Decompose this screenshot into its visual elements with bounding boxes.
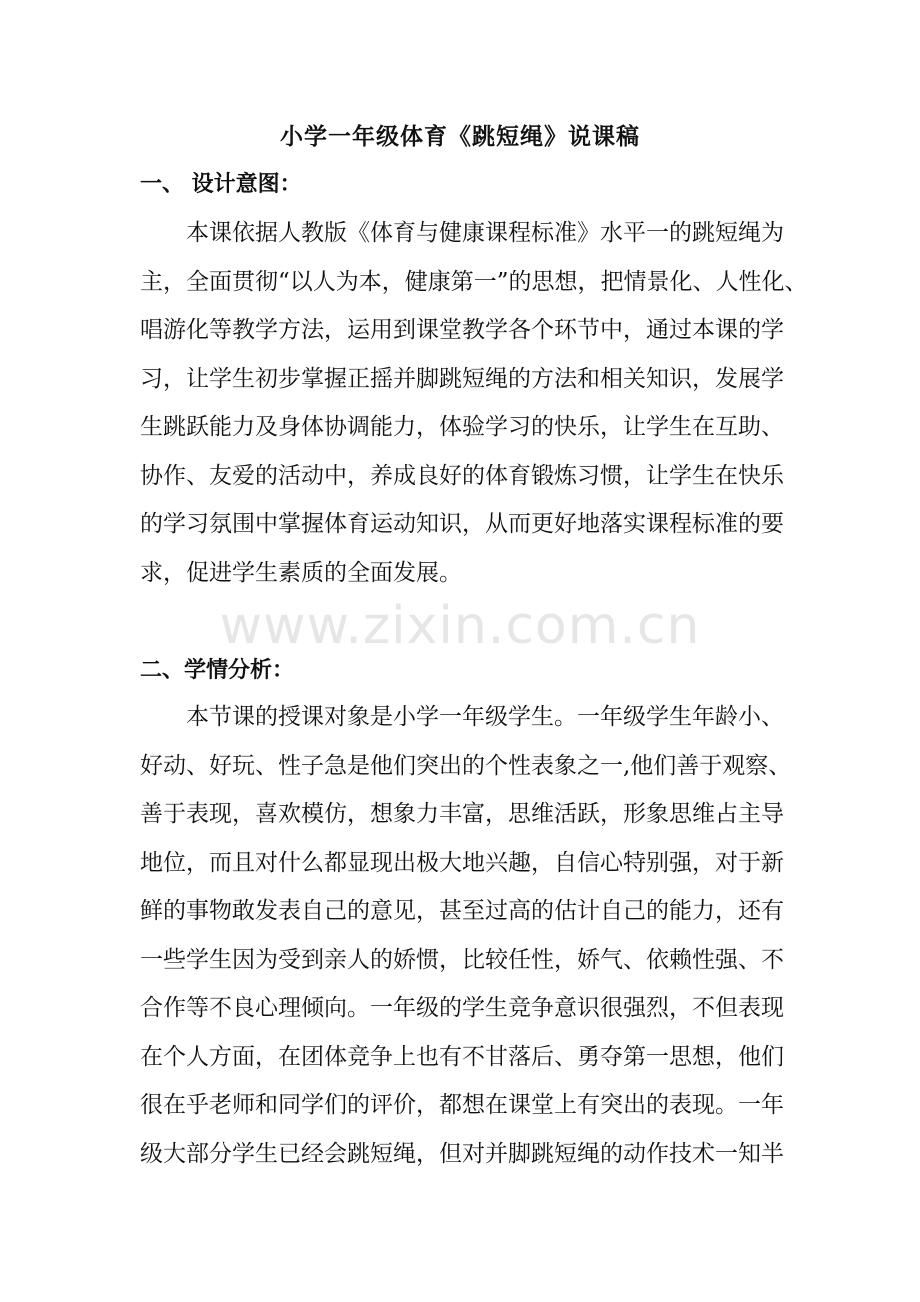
section-heading-design-intent: 一、 设计意图：: [140, 171, 302, 197]
paragraph-line: 的学习氛围中掌握体育运动知识，从而更好地落实课程标准的要: [140, 511, 784, 537]
paragraph-line: 唱游化等教学方法，运用到课堂教学各个环节中，通过本课的学: [140, 317, 784, 343]
paragraph-line: 鲜的事物敢发表自己的意见，甚至过高的估计自己的能力，还有: [140, 898, 784, 924]
watermark: www.zixin.com.cn: [219, 596, 701, 656]
paragraph-line: 主，全面贯彻“以人为本，健康第一”的思想，把情景化、人性化、: [140, 268, 808, 295]
paragraph-line: 很在乎老师和同学们的评价，都想在课堂上有突出的表现。一年: [140, 1092, 784, 1118]
paragraph-line: 在个人方面，在团体竞争上也有不甘落后、勇夺第一思想，他们: [140, 1043, 784, 1070]
paragraph-line: 本课依据人教版《体育与健康课程标准》水平一的跳短绳为: [186, 220, 784, 246]
paragraph-line: 本节课的授课对象是小学一年级学生。一年级学生年龄小、: [186, 704, 784, 730]
paragraph-line: 求，促进学生素质的全面发展。: [140, 559, 462, 586]
paragraph-line: 协作、友爱的活动中，养成良好的体育锻炼习惯，让学生在快乐: [140, 462, 784, 489]
paragraph-student-analysis: [140, 693, 792, 1178]
section-heading-student-analysis: 二、学情分析：: [140, 657, 295, 683]
paragraph-line: 习，让学生初步掌握正摇并脚跳短绳的方法和相关知识，发展学: [140, 365, 784, 392]
paragraph-line: 善于表现，喜欢模仿，想象力丰富，思维活跃，形象思维占主导: [140, 801, 784, 827]
paragraph-line: 地位，而且对什么都显现出极大地兴趣，自信心特别强，对于新: [140, 849, 784, 876]
paragraph-design-intent: [140, 209, 808, 597]
paragraph-line: 级大部分学生已经会跳短绳，但对并脚跳短绳的动作技术一知半: [140, 1140, 784, 1167]
paragraph-line: 合作等不良心理倾向。一年级的学生竞争意识很强烈，不但表现: [140, 995, 784, 1021]
document-title: 小学一年级体育《跳短绳》说课稿: [280, 123, 640, 150]
paragraph-line: 一些学生因为受到亲人的娇惯，比较任性，娇气、依赖性强、不: [140, 946, 784, 973]
paragraph-line: 生跳跃能力及身体协调能力，体验学习的快乐，让学生在互助、: [140, 414, 784, 440]
paragraph-line: 好动、好玩、性子急是他们突出的个性表象之一,他们善于观察、: [140, 752, 792, 779]
